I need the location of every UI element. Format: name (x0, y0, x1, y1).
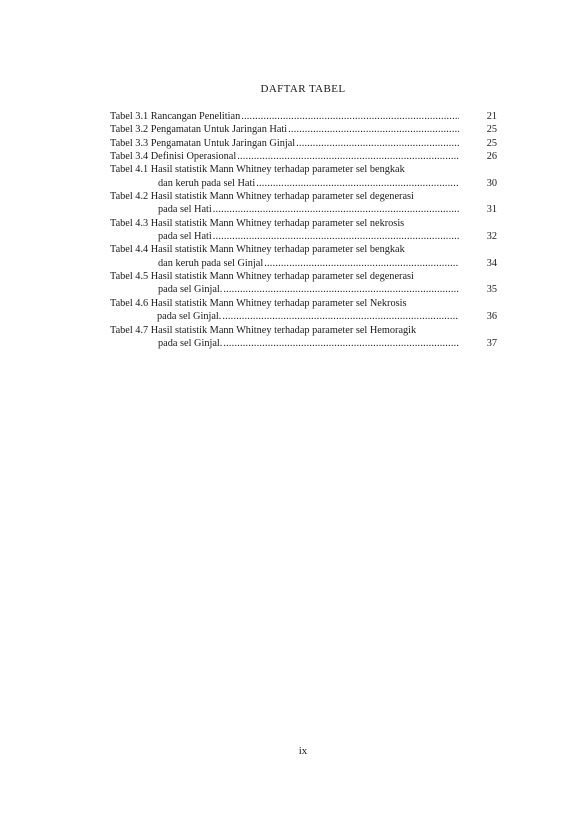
entry-label: Tabel 4.7 Hasil statistik Mann Whitney terhadap parameter sel Hemoragik (110, 324, 417, 336)
entry-line-continued (110, 283, 497, 296)
table-list (110, 110, 497, 350)
entry-label-continued: pada sel Hati (158, 231, 212, 243)
list-item[interactable] (110, 190, 497, 217)
entry-line (110, 243, 497, 256)
entry-line (110, 150, 497, 163)
entry-line (110, 297, 497, 310)
dot-leader (264, 257, 459, 270)
page-number: 26 (486, 151, 497, 163)
entry-label: Tabel 3.3 Pengamatan Untuk Jaringan Ginjal (110, 137, 296, 149)
dot-leader (296, 137, 459, 150)
entry-line (110, 110, 497, 123)
dot-leader (213, 203, 459, 216)
entry-line (110, 137, 497, 150)
entry-line-continued (110, 177, 497, 190)
entry-label-continued: dan keruh pada sel Ginjal (158, 257, 264, 269)
page-number: 34 (486, 257, 497, 269)
entry-line (110, 270, 497, 283)
list-item[interactable] (110, 163, 497, 190)
list-item[interactable] (110, 150, 497, 163)
dot-leader (237, 150, 459, 163)
entry-label-continued: pada sel Hati (158, 204, 212, 216)
dot-leader (241, 110, 459, 123)
page-number: 35 (486, 284, 497, 296)
dot-leader (222, 310, 459, 323)
entry-label: Tabel 4.1 Hasil statistik Mann Whitney terhadap parameter sel bengkak (110, 164, 405, 176)
entry-line-continued (110, 310, 497, 323)
page-number: 36 (486, 311, 497, 323)
entry-line (110, 217, 497, 230)
dot-leader (223, 283, 459, 296)
entry-line (110, 163, 497, 176)
list-item[interactable] (110, 324, 497, 351)
entry-line (110, 190, 497, 203)
dot-leader (256, 177, 459, 190)
dot-leader (213, 230, 459, 243)
entry-label: Tabel 4.3 Hasil statistik Mann Whitney terhadap parameter sel nekrosis (110, 217, 405, 229)
entry-label: Tabel 4.4 Hasil statistik Mann Whitney terhadap parameter sel bengkak (110, 244, 405, 256)
entry-label-continued: pada sel Ginjal. (158, 337, 223, 349)
page-number: 30 (486, 177, 497, 189)
list-item[interactable] (110, 243, 497, 270)
entry-label: Tabel 3.4 Definisi Operasional (110, 151, 237, 163)
dot-leader (223, 337, 459, 350)
list-item[interactable] (110, 297, 497, 324)
list-item[interactable] (110, 123, 497, 136)
entry-label-continued: pada sel Ginjal. (158, 284, 223, 296)
entry-line (110, 123, 497, 136)
page-title: DAFTAR TABEL (260, 83, 346, 95)
page-number: 21 (486, 111, 497, 122)
page-number: 25 (486, 124, 497, 136)
entry-label: Tabel 3.2 Pengamatan Untuk Jaringan Hati (110, 124, 288, 136)
entry-label: Tabel 4.5 Hasil statistik Mann Whitney terhadap parameter sel degenerasi (110, 271, 414, 283)
entry-line-continued (110, 257, 497, 270)
list-item[interactable] (110, 137, 497, 150)
entry-label-continued: pada sel Ginjal. (157, 311, 222, 323)
entry-line-continued (110, 203, 497, 216)
list-item[interactable] (110, 270, 497, 297)
page-footer-number: ix (298, 745, 308, 757)
list-item[interactable] (110, 110, 497, 123)
page-number: 37 (486, 337, 497, 349)
entry-line-continued (110, 230, 497, 243)
list-item[interactable] (110, 217, 497, 244)
page-number: 25 (486, 137, 497, 149)
entry-label: Tabel 4.6 Hasil statistik Mann Whitney terhadap parameter sel Nekrosis (110, 297, 407, 309)
entry-line-continued (110, 337, 497, 350)
entry-label: Tabel 4.2 Hasil statistik Mann Whitney terhadap parameter sel degenerasi (110, 191, 414, 203)
entry-line (110, 324, 497, 337)
dot-leader (288, 123, 459, 136)
entry-label-continued: dan keruh pada sel Hati (158, 177, 256, 189)
entry-label: Tabel 3.1 Rancangan Penelitian (110, 111, 241, 122)
page-number: 32 (486, 231, 497, 243)
page-number: 31 (486, 204, 497, 216)
